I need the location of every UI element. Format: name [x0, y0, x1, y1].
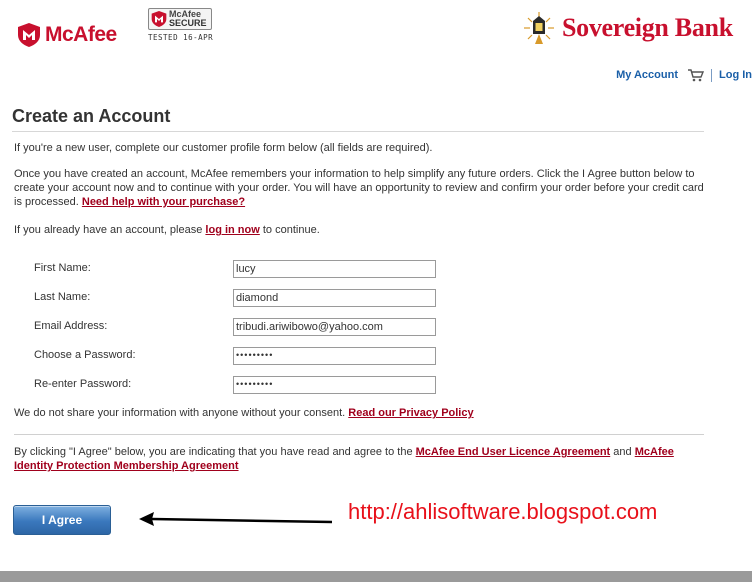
info-text: Once you have created an account, McAfee remembers your information to help simplify any future orders. Click the I Agree button below to create your account now and to continue with your order. You will have an opportunity to review and confirm your order before your credit card is processed. [14, 168, 704, 208]
mcafee-logo[interactable] [17, 22, 117, 48]
existing-prefix: If you already have an account, please [14, 224, 203, 236]
mcafee-logo-text: McAfee [45, 23, 117, 46]
login-now-link[interactable]: log in now [205, 224, 260, 236]
sovereign-bank-logo-text: Sovereign Bank [562, 13, 733, 42]
login-link[interactable]: Log In [719, 69, 752, 81]
confirm-password-row [34, 376, 444, 396]
privacy-text: We do not share your information with anyone without your consent. [14, 407, 346, 419]
intro-text: If you're a new user, complete our customer profile form below (all fields are required). [14, 142, 433, 154]
confirm-password-label: Re-enter Password: [34, 378, 132, 390]
mcafee-secure-badge[interactable] [148, 8, 214, 48]
existing-suffix: to continue. [262, 224, 320, 236]
info-paragraph [14, 167, 709, 209]
header [0, 0, 752, 60]
eula-link[interactable]: McAfee End User Licence Agreement [415, 446, 611, 458]
agreement-prefix: By clicking "I Agree" below, you are indicating that you have read and agree to the [14, 446, 413, 458]
password-row [34, 347, 444, 367]
my-account-link[interactable]: My Account [616, 69, 678, 81]
secure-badge-line1: McAfee [169, 9, 202, 19]
agreement-and: and [613, 446, 632, 458]
email-field[interactable]: tribudi.ariwibowo@yahoo.com [233, 318, 436, 336]
arrow-left-icon [138, 508, 334, 530]
existing-account-paragraph [14, 223, 709, 237]
i-agree-button[interactable]: I Agree [13, 505, 111, 535]
nav-divider [711, 69, 712, 82]
top-nav [616, 67, 752, 83]
membership-agreement-link[interactable]: McAfee Identity Protection Membership Agreement [14, 446, 674, 472]
secure-badge-line2: SECURE [169, 18, 207, 28]
secure-badge-tested: TESTED 16-APR [148, 33, 214, 42]
password-field[interactable]: ••••••••• [233, 347, 436, 365]
watermark-url: http://ahlisoftware.blogspot.com [348, 499, 658, 524]
section-divider [14, 434, 704, 435]
email-label: Email Address: [34, 320, 108, 332]
agreement-notice [14, 445, 709, 473]
first-name-field[interactable]: lucy [233, 260, 436, 278]
sovereign-bank-logo[interactable] [522, 10, 733, 46]
sovereign-emblem-icon [522, 10, 556, 46]
cart-icon[interactable] [688, 69, 704, 82]
privacy-policy-link[interactable]: Read our Privacy Policy [348, 407, 474, 419]
first-name-row [34, 260, 444, 280]
last-name-label: Last Name: [34, 291, 91, 303]
mcafee-shield-icon [151, 10, 167, 28]
title-divider [12, 131, 704, 132]
email-row [34, 318, 444, 338]
footer-bar [0, 571, 752, 582]
privacy-notice [14, 406, 709, 420]
page-title: Create an Account [12, 106, 171, 126]
last-name-row [34, 289, 444, 309]
help-link[interactable]: Need help with your purchase? [81, 196, 246, 208]
confirm-password-field[interactable]: ••••••••• [233, 376, 436, 394]
mcafee-shield-icon [17, 22, 41, 48]
password-label: Choose a Password: [34, 349, 136, 361]
first-name-label: First Name: [34, 262, 91, 274]
last-name-field[interactable]: diamond [233, 289, 436, 307]
